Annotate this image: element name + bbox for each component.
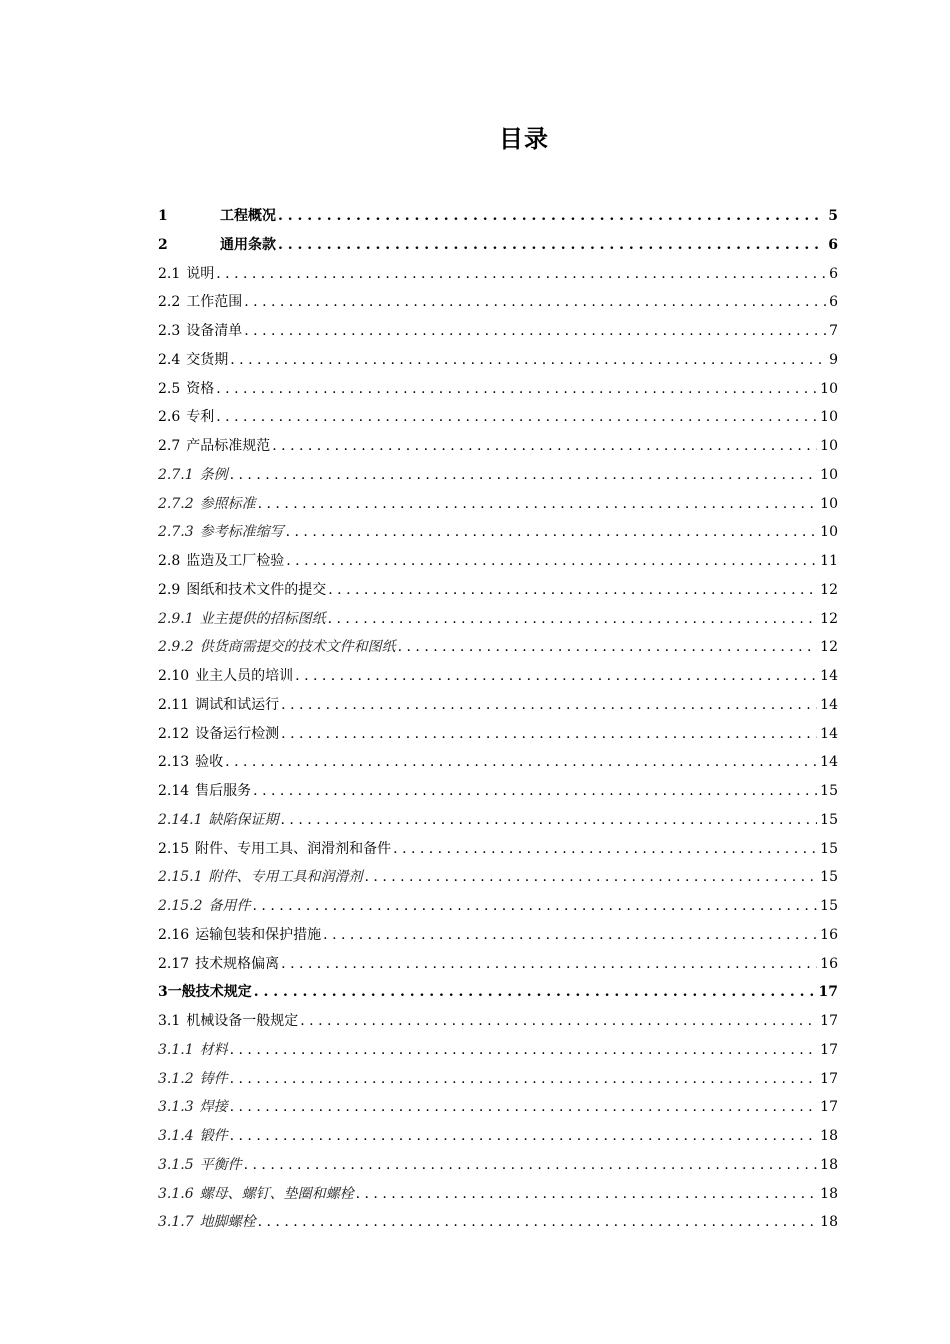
toc-page-number: 18: [820, 1185, 838, 1202]
toc-page-number: 5: [828, 208, 838, 224]
toc-dot-leader: [278, 231, 825, 260]
toc-entry-label: 通用条款: [220, 236, 276, 253]
toc-entry[interactable]: [158, 1208, 838, 1237]
toc-entry-number: 3.1.7: [158, 1214, 194, 1231]
toc-entry-label: 交货期: [186, 351, 229, 368]
toc-entry[interactable]: [158, 1180, 838, 1209]
toc-page-number: 12: [820, 610, 838, 627]
toc-entry-label: 螺母、螺钉、垫圈和螺栓: [199, 1185, 354, 1202]
toc-entry[interactable]: [158, 748, 838, 777]
toc-entry-text: [158, 490, 256, 519]
toc-dot-leader: [216, 260, 826, 289]
toc-entry-text: [158, 691, 279, 720]
toc-entry[interactable]: [158, 921, 838, 950]
toc-entry-text: [158, 662, 293, 691]
toc-entry-label: 工程概况: [220, 208, 276, 224]
toc-entry-text: [158, 576, 326, 605]
toc-dot-leader: [295, 662, 817, 691]
toc-entry[interactable]: [158, 950, 838, 979]
toc-dot-leader: [253, 892, 818, 921]
toc-entry-label: 专利: [186, 409, 215, 426]
toc-entry-text: [158, 1180, 354, 1209]
toc-page-number: 14: [820, 668, 838, 684]
toc-entry-number: 3.1.6: [158, 1185, 194, 1202]
toc-entry-text: [158, 1036, 228, 1065]
toc-entry-text: [158, 231, 276, 260]
toc-dot-leader: [216, 403, 817, 432]
toc-entry-number: 2.11: [158, 696, 190, 713]
toc-entry-label: 产品标准规范: [186, 438, 271, 454]
toc-page-number: 15: [820, 869, 838, 886]
toc-entry-number: 2.7.1: [158, 466, 194, 483]
toc-page-number: 17: [818, 984, 838, 1001]
toc-entry-label: 设备清单: [186, 323, 243, 339]
toc-page-number: 10: [820, 524, 838, 541]
toc-dot-leader: [328, 576, 817, 605]
toc-entry-number: 2.3: [158, 323, 181, 339]
toc-entry-text: [158, 978, 252, 1007]
toc-entry-label: 铸件: [199, 1070, 228, 1087]
toc-entry-number: 3.1.5: [158, 1156, 194, 1173]
toc-dot-leader: [244, 317, 826, 346]
toc-entry-text: [158, 806, 279, 835]
toc-dot-leader: [278, 202, 825, 231]
table-of-contents: [158, 202, 838, 1237]
toc-dot-leader: [281, 950, 817, 979]
toc-entry-text: [158, 432, 270, 461]
toc-entry-text: [158, 605, 326, 634]
toc-dot-leader: [393, 835, 817, 864]
toc-page-number: 16: [820, 926, 838, 943]
toc-entry-number: 2.5: [158, 380, 181, 397]
toc-entry-label: 机械设备一般规定: [186, 1013, 299, 1029]
toc-entry-number: 1: [158, 208, 168, 224]
toc-page-number: 10: [820, 380, 838, 397]
toc-entry-text: [158, 403, 214, 432]
toc-page-number: 11: [820, 553, 838, 569]
toc-entry-number: 2.9: [158, 581, 181, 598]
toc-page-number: 6: [829, 265, 838, 282]
toc-page-number: 17: [820, 1099, 838, 1116]
toc-dot-leader: [323, 921, 817, 950]
toc-dot-leader: [244, 288, 826, 317]
toc-entry[interactable]: [158, 892, 838, 921]
toc-entry[interactable]: [158, 1036, 838, 1065]
toc-entry-label: 设备运行检测: [195, 725, 280, 742]
toc-entry-number: 2.10: [158, 668, 190, 684]
toc-page-number: 12: [820, 639, 838, 656]
toc-entry-text: [158, 1122, 228, 1151]
toc-page-number: 17: [820, 1013, 838, 1029]
toc-entry-text: [158, 1151, 242, 1180]
toc-entry-text: [158, 720, 279, 749]
toc-entry[interactable]: [158, 490, 838, 519]
toc-entry-text: [158, 1007, 298, 1036]
toc-dot-leader: [281, 720, 817, 749]
toc-entry-text: [158, 375, 214, 404]
toc-dot-leader: [216, 375, 817, 404]
toc-entry-label: 资格: [186, 380, 215, 397]
toc-page-number: 18: [820, 1214, 838, 1231]
toc-dot-leader: [258, 490, 818, 519]
toc-entry-number: 3.1.1: [158, 1041, 194, 1058]
toc-page-number: 14: [820, 696, 838, 713]
toc-entry-label: 平衡件: [199, 1156, 242, 1173]
toc-entry-text: [158, 892, 251, 921]
toc-entry[interactable]: [158, 1007, 838, 1036]
toc-entry[interactable]: [158, 518, 838, 547]
toc-entry-label: 材料: [199, 1041, 228, 1058]
toc-dot-leader: [286, 518, 818, 547]
toc-entry[interactable]: [158, 576, 838, 605]
toc-entry-label: 业主人员的培训: [195, 668, 294, 684]
toc-dot-leader: [254, 978, 816, 1007]
toc-entry-label: 售后服务: [195, 783, 252, 799]
toc-entry-number: 3.1: [158, 1013, 181, 1029]
toc-entry-number: 3: [158, 984, 168, 1001]
toc-dot-leader: [272, 432, 817, 461]
toc-dot-leader: [225, 748, 817, 777]
toc-entry[interactable]: [158, 1065, 838, 1094]
toc-entry[interactable]: [158, 202, 838, 231]
toc-entry-number: 2.14: [158, 783, 190, 799]
toc-entry-text: [158, 1093, 228, 1122]
toc-entry[interactable]: [158, 720, 838, 749]
toc-dot-leader: [258, 1208, 818, 1237]
toc-dot-leader: [328, 605, 818, 634]
toc-page-number: 12: [820, 581, 838, 598]
toc-entry-label: 附件、专用工具、润滑剂和备件: [195, 840, 392, 857]
toc-entry-number: 2.16: [158, 926, 190, 943]
toc-dot-leader: [398, 633, 818, 662]
toc-entry-label: 说明: [186, 265, 215, 282]
toc-entry-text: [158, 748, 223, 777]
toc-entry-number: 2.6: [158, 409, 181, 426]
toc-entry-label: 备用件: [208, 898, 251, 914]
toc-page-number: 15: [820, 840, 838, 857]
toc-entry-number: 2.13: [158, 754, 190, 771]
toc-entry-label: 参照标准: [199, 495, 256, 512]
toc-entry-text: [158, 1208, 256, 1237]
toc-entry-label: 调试和试运行: [195, 696, 280, 713]
toc-page-number: 18: [820, 1156, 838, 1173]
toc-entry-number: 2.7.2: [158, 495, 194, 512]
toc-entry[interactable]: [158, 691, 838, 720]
toc-page-number: 17: [820, 1070, 838, 1087]
toc-entry[interactable]: [158, 633, 838, 662]
toc-entry-number: 2.2: [158, 294, 181, 311]
toc-entry-number: 2: [158, 236, 168, 253]
toc-page-number: 10: [820, 409, 838, 426]
toc-entry[interactable]: [158, 403, 838, 432]
toc-entry-label: 运输包装和保护措施: [195, 926, 322, 943]
toc-dot-leader: [281, 691, 817, 720]
toc-page-number: 10: [820, 466, 838, 483]
toc-entry-text: [158, 317, 242, 346]
toc-entry-text: [158, 288, 242, 317]
toc-entry-number: 2.7: [158, 438, 181, 454]
toc-entry[interactable]: [158, 605, 838, 634]
toc-page-number: 15: [820, 898, 838, 914]
toc-entry-text: [158, 921, 321, 950]
toc-dot-leader: [230, 1093, 818, 1122]
toc-dot-leader: [230, 461, 818, 490]
toc-dot-leader: [356, 1180, 818, 1209]
toc-entry[interactable]: [158, 288, 838, 317]
toc-page-number: 14: [820, 725, 838, 742]
toc-page-number: 10: [820, 438, 838, 454]
toc-page-number: 16: [820, 955, 838, 972]
toc-dot-leader: [281, 806, 818, 835]
toc-entry-label: 工作范围: [186, 294, 243, 311]
toc-entry-number: 2.12: [158, 725, 190, 742]
toc-dot-leader: [244, 1151, 818, 1180]
toc-entry-text: [158, 202, 276, 231]
toc-entry-number: 2.9.1: [158, 610, 194, 627]
toc-entry-number: 2.8: [158, 553, 181, 569]
toc-entry-number: 2.17: [158, 955, 190, 972]
toc-entry-label: 地脚螺栓: [199, 1214, 256, 1231]
toc-entry[interactable]: [158, 461, 838, 490]
toc-entry[interactable]: [158, 835, 838, 864]
toc-entry[interactable]: [158, 231, 838, 260]
toc-entry[interactable]: [158, 978, 838, 1007]
toc-dot-leader: [365, 863, 818, 892]
toc-entry-number: 2.4: [158, 351, 181, 368]
toc-page-number: 15: [820, 811, 838, 828]
toc-entry[interactable]: [158, 1151, 838, 1180]
toc-entry-text: [158, 547, 284, 576]
toc-entry[interactable]: [158, 260, 838, 289]
toc-entry-label: 技术规格偏离: [195, 955, 280, 972]
toc-entry-number: 3.1.2: [158, 1070, 194, 1087]
toc-entry[interactable]: [158, 777, 838, 806]
toc-entry-label: 缺陷保证期: [208, 811, 279, 828]
toc-entry-number: 3.1.4: [158, 1128, 194, 1144]
toc-entry-number: 2.7.3: [158, 524, 194, 541]
toc-entry-text: [158, 518, 284, 547]
toc-entry[interactable]: [158, 375, 838, 404]
page-title: 目录: [499, 125, 549, 153]
toc-entry-label: 供货商需提交的技术文件和图纸: [199, 639, 396, 656]
toc-entry-number: 3.1.3: [158, 1099, 194, 1116]
toc-entry[interactable]: [158, 547, 838, 576]
toc-entry-number: 2.15.1: [158, 869, 203, 886]
toc-entry[interactable]: [158, 662, 838, 691]
toc-entry-text: [158, 260, 214, 289]
toc-entry-text: [158, 346, 228, 375]
toc-entry-text: [158, 835, 391, 864]
toc-entry[interactable]: [158, 1122, 838, 1151]
toc-dot-leader: [230, 346, 826, 375]
toc-entry[interactable]: [158, 1093, 838, 1122]
toc-entry-number: 2.15.2: [158, 898, 203, 914]
toc-page-number: 6: [828, 236, 838, 253]
toc-page-number: 17: [820, 1041, 838, 1058]
toc-entry-text: [158, 1065, 228, 1094]
toc-dot-leader: [230, 1065, 818, 1094]
toc-entry-number: 2.15: [158, 840, 190, 857]
toc-page-number: 15: [820, 783, 838, 799]
toc-dot-leader: [230, 1122, 818, 1151]
toc-entry[interactable]: [158, 346, 838, 375]
toc-entry-text: [158, 863, 363, 892]
toc-page-number: 9: [829, 351, 838, 368]
toc-entry-text: [158, 950, 279, 979]
toc-entry[interactable]: [158, 432, 838, 461]
toc-entry-label: 参考标准缩写: [199, 524, 284, 541]
toc-entry-label: 监造及工厂检验: [186, 553, 285, 569]
toc-entry[interactable]: [158, 863, 838, 892]
toc-page-number: 7: [829, 323, 838, 339]
toc-entry-number: 2.9.2: [158, 639, 194, 656]
toc-page-number: 14: [820, 754, 838, 771]
toc-dot-leader: [230, 1036, 818, 1065]
toc-page-number: 18: [820, 1128, 838, 1144]
toc-entry-number: 2.1: [158, 265, 181, 282]
toc-entry-label: 附件、专用工具和润滑剂: [208, 869, 363, 886]
toc-entry-label: 业主提供的招标图纸: [199, 610, 326, 627]
toc-entry-label: 验收: [195, 754, 224, 771]
toc-entry-text: [158, 461, 228, 490]
toc-entry-label: 条例: [199, 466, 228, 483]
toc-dot-leader: [286, 547, 817, 576]
toc-page-number: 10: [820, 495, 838, 512]
toc-dot-leader: [300, 1007, 817, 1036]
toc-entry-number: 2.14.1: [158, 811, 203, 828]
toc-page-number: 6: [829, 294, 838, 311]
toc-entry-label: 图纸和技术文件的提交: [186, 581, 327, 598]
toc-entry-label: 一般技术规定: [167, 984, 252, 1001]
toc-entry[interactable]: [158, 806, 838, 835]
toc-entry-label: 锻件: [199, 1128, 228, 1144]
toc-entry-text: [158, 777, 251, 806]
toc-entry-text: [158, 633, 396, 662]
toc-entry[interactable]: [158, 317, 838, 346]
toc-dot-leader: [253, 777, 817, 806]
toc-entry-label: 焊接: [199, 1099, 228, 1116]
